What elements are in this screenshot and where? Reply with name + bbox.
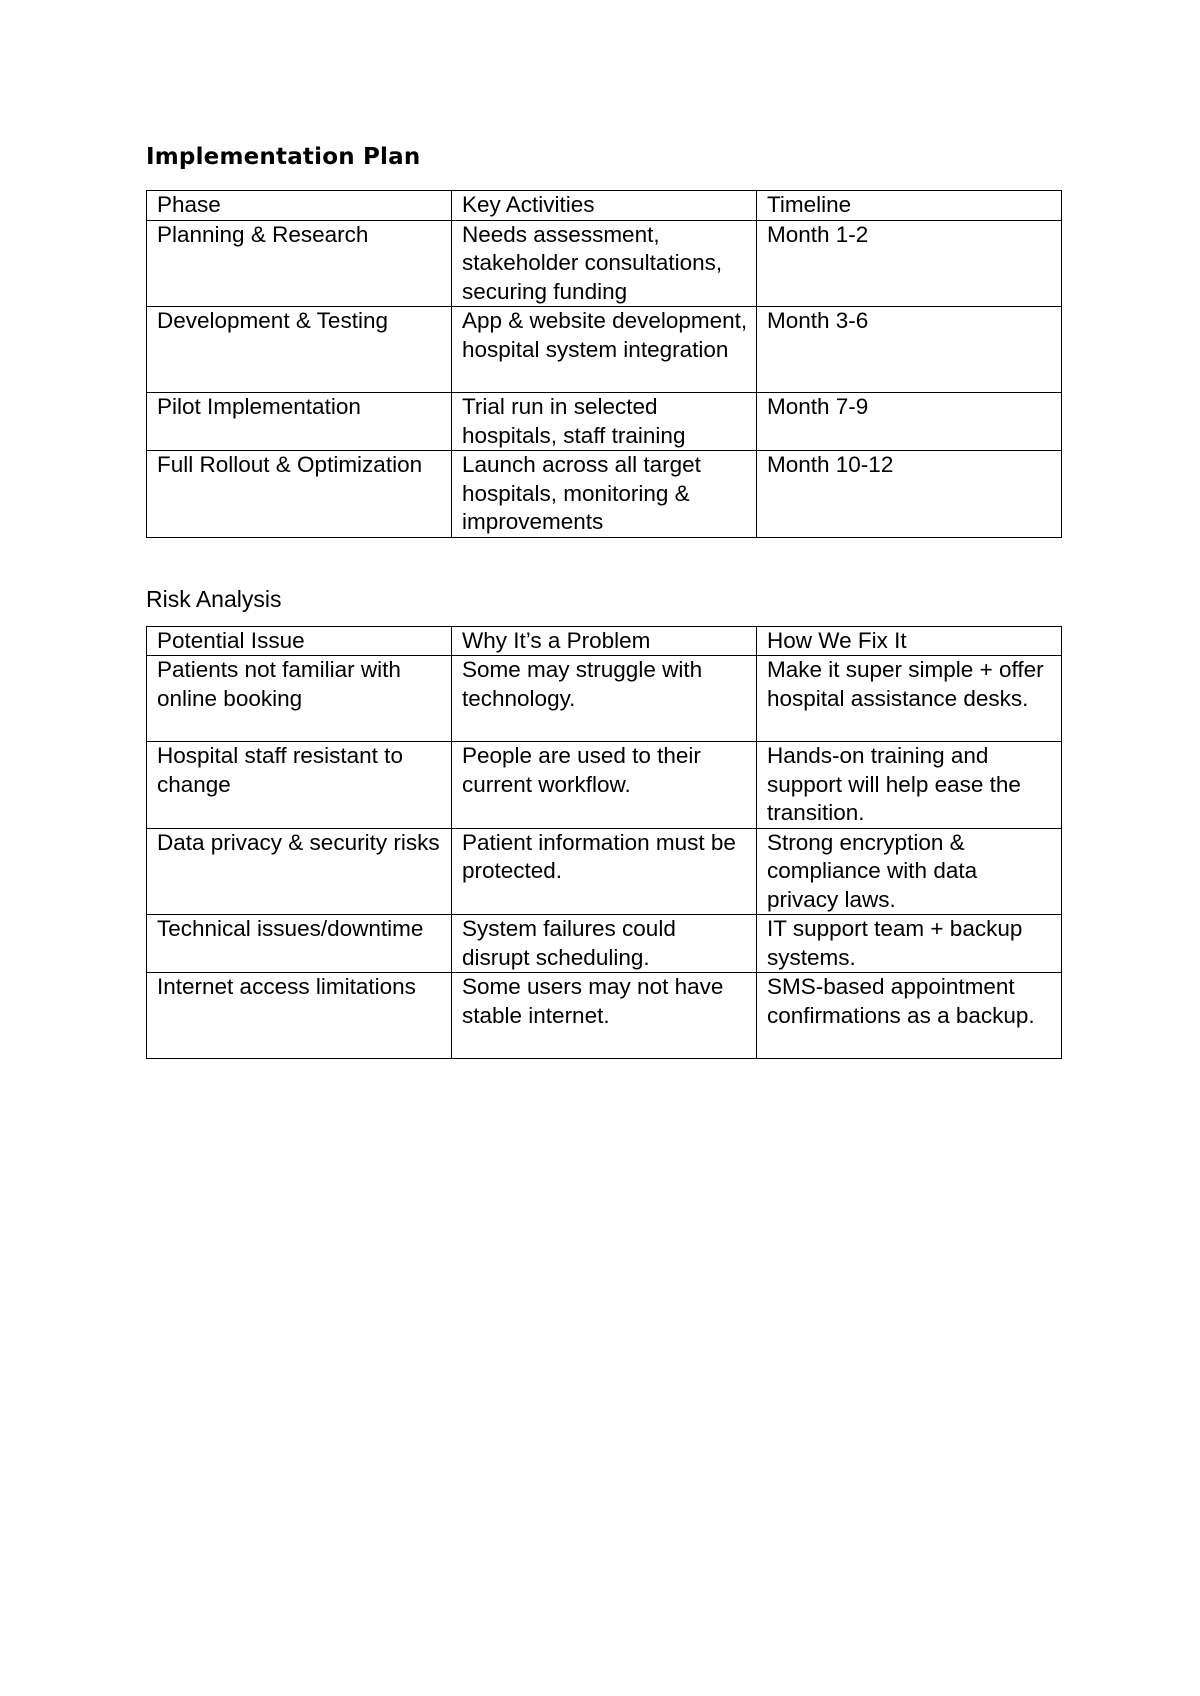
timeline-cell: Month 7-9 bbox=[757, 393, 1062, 451]
table-row bbox=[147, 307, 1062, 393]
document-page bbox=[146, 140, 1061, 1059]
timeline-cell: Month 3-6 bbox=[757, 307, 1062, 393]
risk-analysis-table bbox=[146, 626, 1062, 1060]
column-header-how-fix: How We Fix It bbox=[757, 626, 1062, 656]
problem-cell: Some users may not have stable internet. bbox=[452, 973, 757, 1059]
problem-cell: System failures could disrupt scheduling. bbox=[452, 915, 757, 973]
fix-cell: Strong encryption & compliance with data privacy laws. bbox=[757, 828, 1062, 915]
column-header-key-activities: Key Activities bbox=[452, 191, 757, 221]
fix-cell: Make it super simple + offer hospital assistance desks. bbox=[757, 656, 1062, 742]
table-row bbox=[147, 742, 1062, 829]
implementation-plan-table bbox=[146, 190, 1062, 538]
table-header-row bbox=[147, 191, 1062, 221]
problem-cell: People are used to their current workflow. bbox=[452, 742, 757, 829]
activities-cell: Needs assessment, stakeholder consultations, securing funding bbox=[452, 220, 757, 307]
fix-cell: Hands-on training and support will help ease the transition. bbox=[757, 742, 1062, 829]
column-header-phase: Phase bbox=[147, 191, 452, 221]
phase-cell: Pilot Implementation bbox=[147, 393, 452, 451]
issue-cell: Patients not familiar with online booking bbox=[147, 656, 452, 742]
table-header-row bbox=[147, 626, 1062, 656]
issue-cell: Technical issues/downtime bbox=[147, 915, 452, 973]
fix-cell: SMS-based appointment confirmations as a backup. bbox=[757, 973, 1062, 1059]
activities-cell: Trial run in selected hospitals, staff training bbox=[452, 393, 757, 451]
timeline-cell: Month 10-12 bbox=[757, 451, 1062, 538]
column-header-why-problem: Why It’s a Problem bbox=[452, 626, 757, 656]
risk-analysis-heading: Risk Analysis bbox=[146, 585, 282, 612]
implementation-plan-heading: Implementation Plan bbox=[146, 144, 421, 170]
phase-cell: Full Rollout & Optimization bbox=[147, 451, 452, 538]
table-row bbox=[147, 973, 1062, 1059]
fix-cell: IT support team + backup systems. bbox=[757, 915, 1062, 973]
table-row bbox=[147, 220, 1062, 307]
section-spacer bbox=[146, 538, 1061, 582]
table-row bbox=[147, 451, 1062, 538]
table-row bbox=[147, 393, 1062, 451]
table-row bbox=[147, 828, 1062, 915]
issue-cell: Data privacy & security risks bbox=[147, 828, 452, 915]
table-row bbox=[147, 915, 1062, 973]
activities-cell: Launch across all target hospitals, monitoring & improvements bbox=[452, 451, 757, 538]
timeline-cell: Month 1-2 bbox=[757, 220, 1062, 307]
problem-cell: Some may struggle with technology. bbox=[452, 656, 757, 742]
phase-cell: Development & Testing bbox=[147, 307, 452, 393]
activities-cell: App & website development, hospital system integration bbox=[452, 307, 757, 393]
issue-cell: Internet access limitations bbox=[147, 973, 452, 1059]
phase-cell: Planning & Research bbox=[147, 220, 452, 307]
column-header-timeline: Timeline bbox=[757, 191, 1062, 221]
table-row bbox=[147, 656, 1062, 742]
column-header-potential-issue: Potential Issue bbox=[147, 626, 452, 656]
issue-cell: Hospital staff resistant to change bbox=[147, 742, 452, 829]
problem-cell: Patient information must be protected. bbox=[452, 828, 757, 915]
